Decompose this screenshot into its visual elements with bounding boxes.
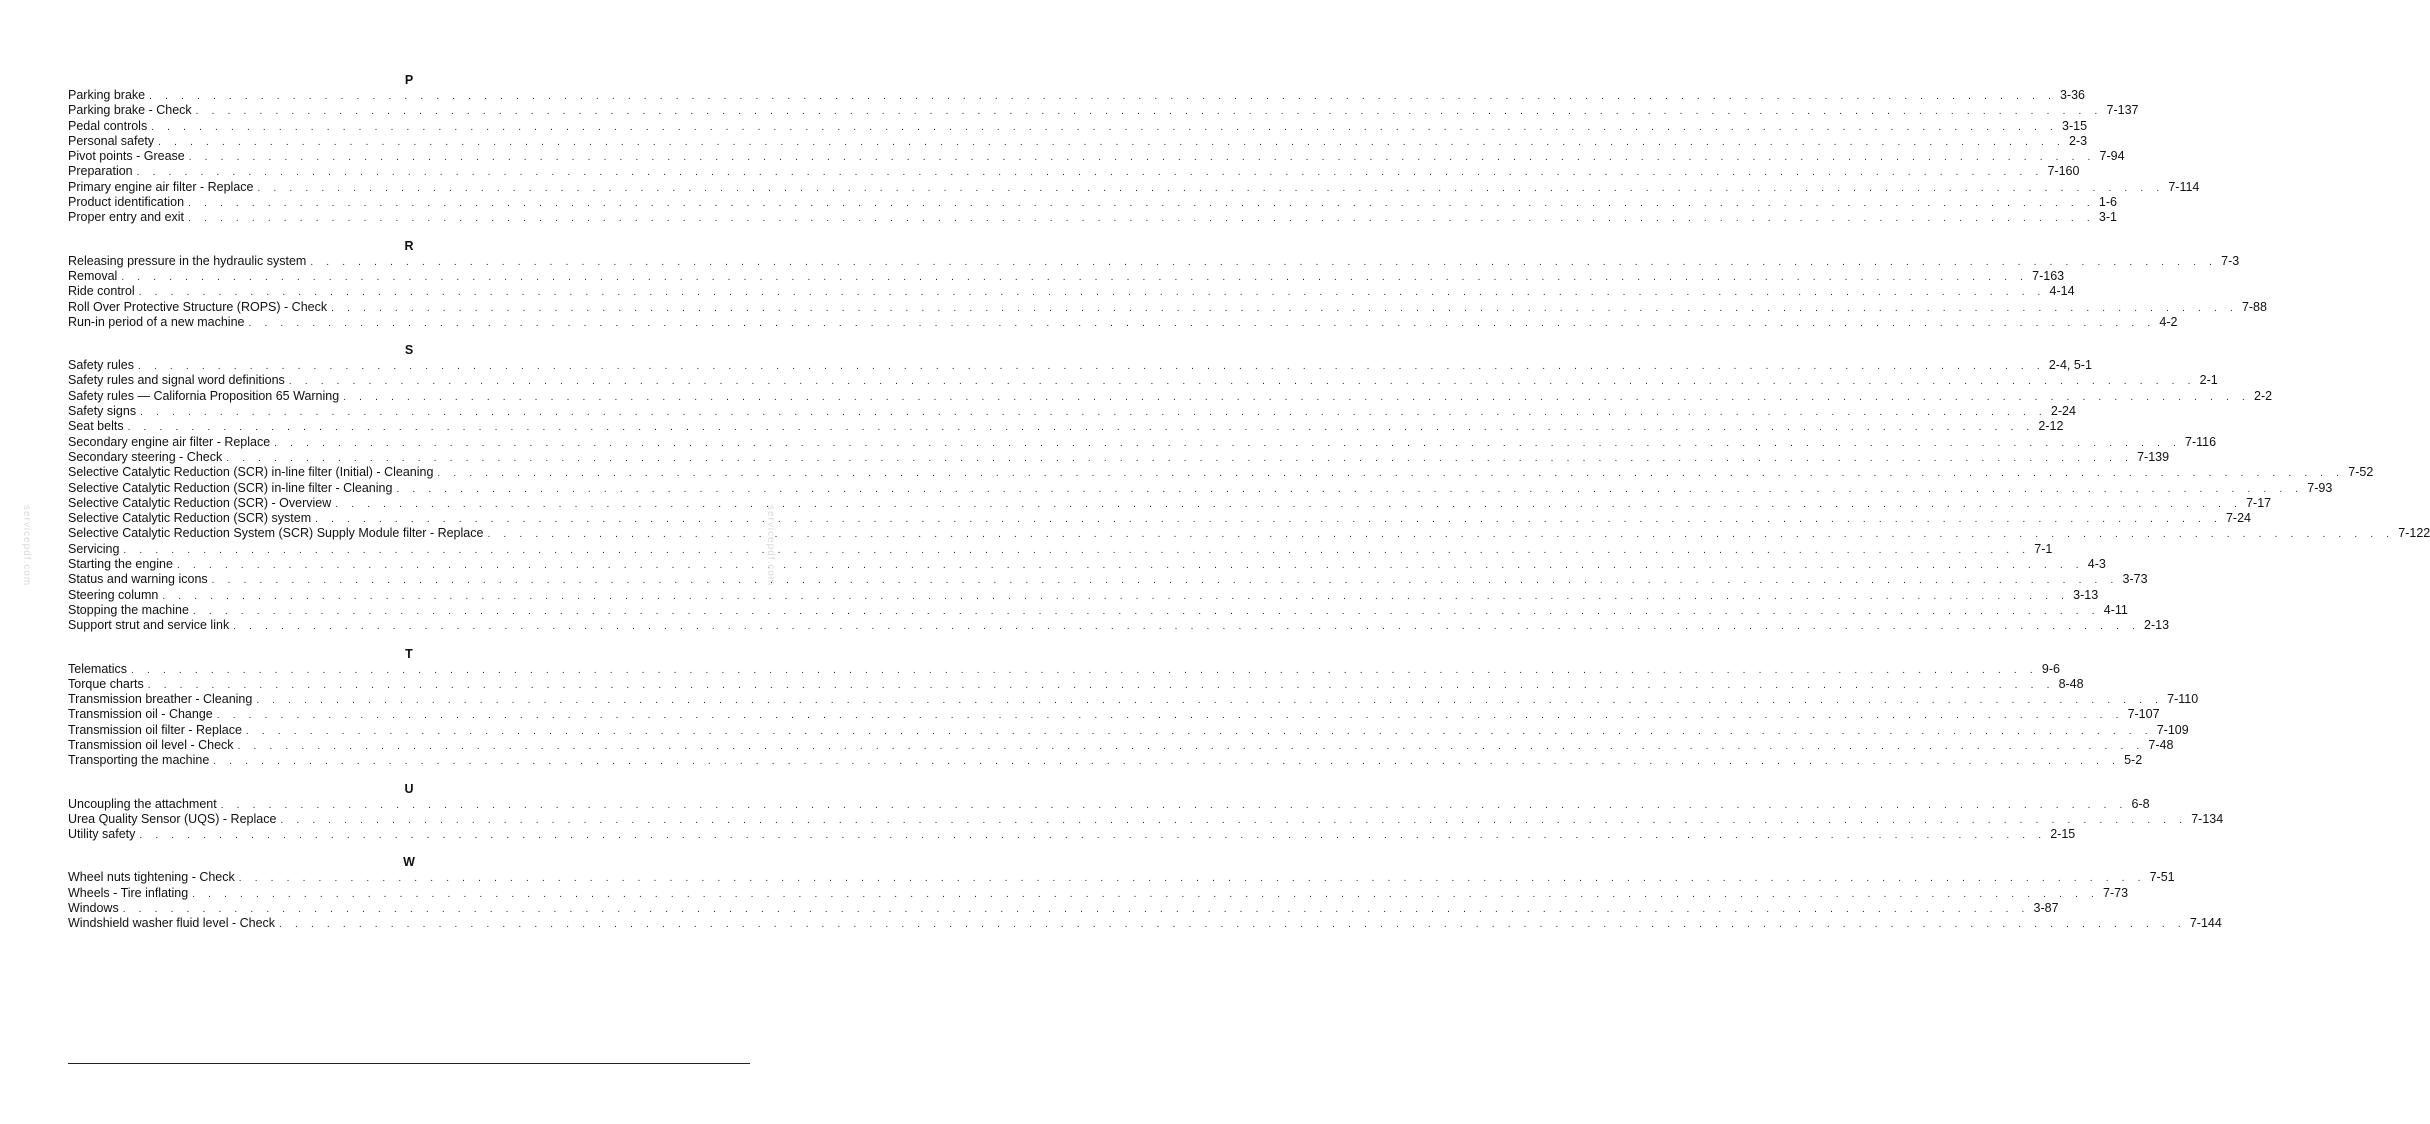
entry-page-number: 7-160 — [2047, 164, 2080, 179]
index-entry — [68, 88, 2085, 103]
index-entry — [68, 587, 2099, 603]
entry-page-number: 4-14 — [2049, 284, 2075, 299]
dot-leader: . . . . . . . . . . . . . . . . . . . . . . . . . . . . . . . . . . . . . . . . . . . . . . . . . . . . . . . . . . . . . . . . . . . . . . . . . . . . . . . . . . . . . . . . . . . . . . . . . . . . . . . . . . . . . . . . . . . . . . . . — [147, 679, 2055, 691]
entry-page-number: 7-3 — [2221, 253, 2240, 268]
entry-page-number: 3-13 — [2073, 587, 2099, 602]
section-letter: U — [404, 781, 414, 796]
entry-page-number: 7-73 — [2103, 885, 2129, 900]
index-entry — [68, 465, 2374, 480]
index-entry — [68, 722, 2189, 738]
index-entry — [68, 253, 2240, 269]
index-entry — [68, 358, 2092, 373]
entry-label: Safety rules — California Proposition 65 Warning — [68, 388, 340, 403]
dot-leader: . . . . . . . . . . . . . . . . . . . . . . . . . . . . . . . . . . . . . . . . . . . . . . . . . . . . . . . . . . . . . . . . . . . . . . . . . . . . . . . . . . . . . . . . . . . . . . . . . . . . . . . . . . . . . . . . . . . . . . . . — [248, 317, 2156, 329]
dot-leader: . . . . . . . . . . . . . . . . . . . . . . . . . . . . . . . . . . . . . . . . . . . . . . . . . . . . . . . . . . . . . . . . . . . . . . . . . . . . . . . . . . . . . . . . . . . . . . . . . . . . . . . . . . . . . . . . . . . . . . . . — [149, 91, 2056, 102]
dot-leader: . . . . . . . . . . . . . . . . . . . . . . . . . . . . . . . . . . . . . . . . . . . . . . . . . . . . . . . . . . . . . . . . . . . . . . . . . . . . . . . . . . . . . . . . . . . . . . . . . . . . . . . . . . . . . . . . . . . . . . . . — [188, 198, 2095, 210]
index-entry — [68, 268, 2065, 284]
index-entry — [68, 602, 2128, 618]
entry-page-number: 1-6 — [2098, 195, 2117, 210]
entry-page-number: 7-1 — [2034, 541, 2053, 556]
entry-label: Telematics — [68, 661, 128, 676]
entry-label: Secondary engine air filter - Replace — [68, 434, 271, 449]
index-entry — [68, 495, 2272, 511]
entry-page-number: 2-4, 5-1 — [2048, 358, 2092, 373]
entry-label: Transmission breather - Cleaning — [68, 692, 253, 707]
entry-label: Uncoupling the attachment — [68, 796, 217, 811]
dot-leader: . . . . . . . . . . . . . . . . . . . . . . . . . . . . . . . . . . . . . . . . . . . . . . . . . . . . . . . . . . . . . . . . . . . . . . . . . . . . . . . . . . . . . . . . . . . . . . . . . . . . . . . . . . . . . . . . . . . . . . . . — [233, 621, 2141, 633]
index-entry — [68, 676, 2084, 692]
entry-label: Proper entry and exit — [68, 210, 185, 225]
index-entry — [68, 916, 2222, 931]
index-entry — [68, 284, 2075, 299]
section-letter: W — [403, 855, 415, 870]
entry-page-number: 9-6 — [2041, 661, 2060, 676]
entry-label: Status and warning icons — [68, 572, 208, 587]
dot-leader: . . . . . . . . . . . . . . . . . . . . . . . . . . . . . . . . . . . . . . . . . . . . . . . . . . . . . . . . . . . . . . . . . . . . . . . . . . . . . . . . . . . . . . . . . . . . . . . . . . . . . . . . . . . . . . . . . . . . . . . . — [127, 422, 2035, 434]
entry-label: Releasing pressure in the hydraulic system — [68, 253, 307, 268]
entry-page-number: 3-73 — [2122, 572, 2148, 587]
index-entry — [68, 299, 2267, 315]
entry-page-number: 7-94 — [2099, 149, 2125, 164]
section-letter: T — [405, 646, 413, 661]
dot-leader: . . . . . . . . . . . . . . . . . . . . . . . . . . . . . . . . . . . . . . . . . . . . . . . . . . . . . . . . . . . . . . . . . . . . . . . . . . . . . . . . . . . . . . . . . . . . . . . . . . . . . . . . . . . . . . . . . . . . . . . . — [257, 182, 2165, 194]
entry-page-number: 2-12 — [2038, 419, 2064, 434]
entry-page-number: 6-8 — [2131, 796, 2150, 811]
entry-label: Windshield washer fluid level - Check — [68, 916, 276, 931]
index-entry — [68, 796, 2150, 812]
index-entry — [68, 195, 2117, 210]
dot-leader: . . . . . . . . . . . . . . . . . . . . . . . . . . . . . . . . . . . . . . . . . . . . . . . . . . . . . . . . . . . . . . . . . . . . . . . . . . . . . . . . . . . . . . . . . . . . . . . . . . . . . . . . . . . . . . . . . . . . . . . . — [216, 710, 2124, 722]
entry-label: Servicing — [68, 541, 120, 556]
index-entry — [68, 388, 2273, 404]
index-entry — [68, 511, 2251, 526]
entry-label: Run-in period of a new machine — [68, 314, 245, 329]
index-entry — [68, 133, 2088, 149]
entry-label: Support strut and service link — [68, 618, 230, 633]
entry-label: Safety rules — [68, 358, 135, 373]
entry-label: Transmission oil filter - Replace — [68, 722, 242, 737]
entry-label: Primary engine air filter - Replace — [68, 179, 254, 194]
dot-leader: . . . . . . . . . . . . . . . . . . . . . . . . . . . . . . . . . . . . . . . . . . . . . . . . . . . . . . . . . . . . . . . . . . . . . . . . . . . . . . . . . . . . . . . . . . . . . . . . . . . . . . . . . . . . . . . . . . . . . . . . — [151, 121, 2059, 133]
index-section-w — [68, 854, 2222, 931]
index-entry — [68, 707, 2160, 722]
index-entry — [68, 314, 2178, 330]
dot-leader: . . . . . . . . . . . . . . . . . . . . . . . . . . . . . . . . . . . . . . . . . . . . . . . . . . . . . . . . . . . . . . . . . . . . . . . . . . . . . . . . . . . . . . . . . . . . . . . . . . . . . . . . . . . . . . . . . . . . . . . . — [122, 904, 2030, 916]
index-entry — [68, 103, 2139, 118]
entry-page-number: 7-139 — [2137, 449, 2170, 464]
entry-label: Selective Catalytic Reduction (SCR) - Overview — [68, 495, 332, 510]
dot-leader: . . . . . . . . . . . . . . . . . . . . . . . . . . . . . . . . . . . . . . . . . . . . . . . . . . . . . . . . . . . . . . . . . . . . . . . . . . . . . . . . . . . . . . . . . . . . . . . . . . . . . . . . . . . . . . . . . . . . . . . . — [396, 483, 2304, 495]
entry-page-number: 7-93 — [2307, 480, 2333, 495]
dot-leader: . . . . . . . . . . . . . . . . . . . . . . . . . . . . . . . . . . . . . . . . . . . . . . . . . . . . . . . . . . . . . . . . . . . . . . . . . . . . . . . . . . . . . . . . . . . . . . . . . . . . . . . . . . . . . . . . . . . . . . . . — [158, 136, 2065, 148]
entry-label: Torque charts — [68, 676, 144, 691]
dot-leader: . . . . . . . . . . . . . . . . . . . . . . . . . . . . . . . . . . . . . . . . . . . . . . . . . . . . . . . . . . . . . . . . . . . . . . . . . . . . . . . . . . . . . . . . . . . . . . . . . . . . . . . . . . . . . . . . . . . . . . . . — [226, 452, 2134, 464]
entry-page-number: 7-134 — [2191, 811, 2224, 826]
entry-label: Parking brake - Check — [68, 103, 192, 118]
index-entry — [68, 434, 2217, 450]
section-letter: S — [404, 343, 414, 358]
index-section-t — [68, 646, 2199, 769]
entry-page-number: 2-2 — [2254, 388, 2273, 403]
entry-page-number: 7-110 — [2167, 692, 2199, 707]
entry-page-number: 2-15 — [2050, 827, 2076, 842]
index-entry — [68, 692, 2199, 707]
entry-page-number: 7-109 — [2156, 722, 2189, 737]
entry-label: Removal — [68, 268, 118, 283]
dot-leader: . . . . . . . . . . . . . . . . . . . . . . . . . . . . . . . . . . . . . . . . . . . . . . . . . . . . . . . . . . . . . . . . . . . . . . . . . . . . . . . . . . . . . . . . . . . . . . . . . . . . . . . . . . . . . . . . . . . . . . . . — [315, 514, 2222, 526]
index-entry — [68, 210, 2117, 225]
entry-label: Transporting the machine — [68, 753, 210, 768]
entry-page-number: 3-36 — [2059, 88, 2085, 102]
dot-leader: . . . . . . . . . . . . . . . . . . . . . . . . . . . . . . . . . . . . . . . . . . . . . . . . . . . . . . . . . . . . . . . . . . . . . . . . . . . . . . . . . . . . . . . . . . . . . . . . . . . . . . . . . . . . . . . . . . . . . . . . — [131, 664, 2038, 676]
dot-leader: . . . . . . . . . . . . . . . . . . . . . . . . . . . . . . . . . . . . . . . . . . . . . . . . . . . . . . . . . . . . . . . . . . . . . . . . . . . . . . . . . . . . . . . . . . . . . . . . . . . . . . . . . . . . . . . . . . . . . . . . — [238, 873, 2146, 885]
index-entry — [68, 449, 2170, 465]
dot-leader: . . . . . . . . . . . . . . . . . . . . . . . . . . . . . . . . . . . . . . . . . . . . . . . . . . . . . . . . . . . . . . . . . . . . . . . . . . . . . . . . . . . . . . . . . . . . . . . . . . . . . . . . . . . . . . . . . . . . . . . . — [279, 919, 2186, 931]
dot-leader: . . . . . . . . . . . . . . . . . . . . . . . . . . . . . . . . . . . . . . . . . . . . . . . . . . . . . . . . . . . . . . . . . . . . . . . . . . . . . . . . . . . . . . . . . . . . . . . . . . . . . . . . . . . . . . . . . . . . . . . . — [121, 271, 2029, 283]
index-entry — [68, 526, 2430, 541]
entry-label: Seat belts — [68, 419, 124, 434]
index-section-p — [68, 72, 2200, 226]
entry-page-number: 7-88 — [2241, 299, 2267, 314]
entry-label: Safety signs — [68, 404, 137, 419]
entry-page-number: 4-11 — [2103, 602, 2128, 617]
index-entry — [68, 557, 2106, 572]
dot-leader: . . . . . . . . . . . . . . . . . . . . . . . . . . . . . . . . . . . . . . . . . . . . . . . . . . . . . . . . . . . . . . . . . . . . . . . . . . . . . . . . . . . . . . . . . . . . . . . . . . . . . . . . . . . . . . . . . . . . . . . . — [310, 256, 2218, 268]
index-entry — [68, 572, 2148, 587]
entry-label: Windows — [68, 901, 119, 916]
entry-page-number: 2-1 — [2199, 373, 2218, 388]
index-entry — [68, 149, 2125, 164]
entry-page-number: 3-87 — [2033, 901, 2059, 916]
index-entry — [68, 737, 2174, 753]
entry-label: Wheels - Tire inflating — [68, 885, 189, 900]
entry-label: Personal safety — [68, 133, 155, 148]
dot-leader: . . . . . . . . . . . . . . . . . . . . . . . . . . . . . . . . . . . . . . . . . . . . . . . . . . . . . . . . . . . . . . . . . . . . . . . . . . . . . . . . . . . . . . . . . . . . . . . . . . . . . . . . . . . . . . . . . . . . . . . . — [213, 756, 2121, 768]
section-letter: P — [404, 73, 414, 87]
entry-page-number: 7-137 — [2106, 103, 2139, 118]
entry-label: Selective Catalytic Reduction (SCR) in-line filter - Cleaning — [68, 480, 393, 495]
section-letter: R — [404, 238, 414, 253]
index-entry — [68, 827, 2076, 842]
dot-leader: . . . . . . . . . . . . . . . . . . . . . . . . . . . . . . . . . . . . . . . . . . . . . . . . . . . . . . . . . . . . . . . . . . . . . . . . . . . . . . . . . . . . . . . . . . . . . . . . . . . . . . . . . . . . . . . . . . . . . . . . — [237, 740, 2145, 752]
index-entry — [68, 811, 2224, 827]
entry-page-number: 3-15 — [2062, 118, 2088, 133]
entry-label: Transmission oil - Change — [68, 707, 213, 722]
entry-label: Selective Catalytic Reduction System (SCR) Supply Module filter - Replace — [68, 526, 484, 541]
entry-label: Ride control — [68, 284, 135, 299]
dot-leader: . . . . . . . . . . . . . . . . . . . . . . . . . . . . . . . . . . . . . . . . . . . . . . . . . . . . . . . . . . . . . . . . . . . . . . . . . . . . . . . . . . . . . . . . . . . . . . . . . . . . . . . . . . . . . . . . . . . . . . . . — [220, 799, 2128, 811]
entry-page-number: 7-122 — [2398, 526, 2430, 541]
watermark-left: servicepdf.com — [21, 505, 32, 587]
dot-leader: . . . . . . . . . . . . . . . . . . . . . . . . . . . . . . . . . . . . . . . . . . . . . . . . . . . . . . . . . . . . . . . . . . . . . . . . . . . . . . . . . . . . . . . . . . . . . . . . . . . . . . . . . . . . . . . . . . . . . . . . — [192, 605, 2100, 617]
dot-leader: . . . . . . . . . . . . . . . . . . . . . . . . . . . . . . . . . . . . . . . . . . . . . . . . . . . . . . . . . . . . . . . . . . . . . . . . . . . . . . . . . . . . . . . . . . . . . . . . . . . . . . . . . . . . . . . . . . . . . . . . — [288, 376, 2196, 388]
entry-label: Preparation — [68, 164, 133, 179]
entry-page-number: 4-3 — [2087, 557, 2106, 572]
index-entry — [68, 118, 2088, 134]
dot-leader: . . . . . . . . . . . . . . . . . . . . . . . . . . . . . . . . . . . . . . . . . . . . . . . . . . . . . . . . . . . . . . . . . . . . . . . . . . . . . . . . . . . . . . . . . . . . . . . . . . . . . . . . . . . . . . . . . . . . . . . . — [487, 529, 2395, 541]
index-entry — [68, 885, 2129, 901]
dot-leader: . . . . . . . . . . . . . . . . . . . . . . . . . . . . . . . . . . . . . . . . . . . . . . . . . . . . . . . . . . . . . . . . . . . . . . . . . . . . . . . . . . . . . . . . . . . . . . . . . . . . . . . . . . . . . . . . . . . . . . . . — [192, 888, 2100, 900]
dot-leader: . . . . . . . . . . . . . . . . . . . . . . . . . . . . . . . . . . . . . . . . . . . . . . . . . . . . . . . . . . . . . . . . . . . . . . . . . . . . . . . . . . . . . . . . . . . . . . . . . . . . . . . . . . . . . . . . . . . . . . . . — [211, 575, 2119, 587]
dot-leader: . . . . . . . . . . . . . . . . . . . . . . . . . . . . . . . . . . . . . . . . . . . . . . . . . . . . . . . . . . . . . . . . . . . . . . . . . . . . . . . . . . . . . . . . . . . . . . . . . . . . . . . . . . . . . . . . . . . . . . . . — [343, 391, 2251, 403]
dot-leader: . . . . . . . . . . . . . . . . . . . . . . . . . . . . . . . . . . . . . . . . . . . . . . . . . . . . . . . . . . . . . . . . . . . . . . . . . . . . . . . . . . . . . . . . . . . . . . . . . . . . . . . . . . . . . . . . . . . . . . . . — [139, 830, 2047, 842]
entry-page-number: 7-52 — [2348, 465, 2374, 480]
entry-page-number: 7-107 — [2127, 707, 2160, 722]
index-entry — [68, 661, 2060, 677]
entry-page-number: 7-17 — [2246, 495, 2272, 510]
entry-page-number: 7-114 — [2168, 179, 2200, 194]
entry-label: Pedal controls — [68, 118, 148, 133]
entry-label: Starting the engine — [68, 557, 173, 572]
dot-leader: . . . . . . . . . . . . . . . . . . . . . . . . . . . . . . . . . . . . . . . . . . . . . . . . . . . . . . . . . . . . . . . . . . . . . . . . . . . . . . . . . . . . . . . . . . . . . . . . . . . . . . . . . . . . . . . . . . . . . . . . — [245, 725, 2153, 737]
index-entry — [68, 419, 2064, 434]
entry-label: Wheel nuts tightening - Check — [68, 870, 235, 885]
dot-leader: . . . . . . . . . . . . . . . . . . . . . . . . . . . . . . . . . . . . . . . . . . . . . . . . . . . . . . . . . . . . . . . . . . . . . . . . . . . . . . . . . . . . . . . . . . . . . . . . . . . . . . . . . . . . . . . . . . . . . . . . — [138, 361, 2045, 373]
dot-leader: . . . . . . . . . . . . . . . . . . . . . . . . . . . . . . . . . . . . . . . . . . . . . . . . . . . . . . . . . . . . . . . . . . . . . . . . . . . . . . . . . . . . . . . . . . . . . . . . . . . . . . . . . . . . . . . . . . . . . . . . — [188, 152, 2096, 164]
entry-label: Urea Quality Sensor (UQS) - Replace — [68, 811, 277, 826]
entry-page-number: 4-2 — [2159, 314, 2178, 329]
dot-leader: . . . . . . . . . . . . . . . . . . . . . . . . . . . . . . . . . . . . . . . . . . . . . . . . . . . . . . . . . . . . . . . . . . . . . . . . . . . . . . . . . . . . . . . . . . . . . . . . . . . . . . . . . . . . . . . . . . . . . . . . — [188, 213, 2095, 225]
entry-label: Product identification — [68, 195, 185, 210]
entry-page-number: 2-13 — [2144, 618, 2170, 633]
entry-label: Secondary steering - Check — [68, 449, 223, 464]
index-entry — [68, 404, 2076, 419]
index-entry — [68, 901, 2059, 916]
entry-label: Utility safety — [68, 827, 136, 842]
dot-leader: . . . . . . . . . . . . . . . . . . . . . . . . . . . . . . . . . . . . . . . . . . . . . . . . . . . . . . . . . . . . . . . . . . . . . . . . . . . . . . . . . . . . . . . . . . . . . . . . . . . . . . . . . . . . . . . . . . . . . . . . — [280, 814, 2188, 826]
entry-page-number: 8-48 — [2058, 676, 2084, 691]
entry-label: Stopping the machine — [68, 602, 189, 617]
entry-page-number: 7-163 — [2032, 268, 2065, 283]
entry-page-number: 2-3 — [2069, 133, 2088, 148]
entry-label: Selective Catalytic Reduction (SCR) in-line filter (Initial) - Cleaning — [68, 465, 434, 480]
dot-leader: . . . . . . . . . . . . . . . . . . . . . . . . . . . . . . . . . . . . . . . . . . . . . . . . . . . . . . . . . . . . . . . . . . . . . . . . . . . . . . . . . . . . . . . . . . . . . . . . . . . . . . . . . . . . . . . . . . . . . . . . — [123, 544, 2031, 556]
entry-label: Transmission oil level - Check — [68, 737, 234, 752]
dot-leader: . . . . . . . . . . . . . . . . . . . . . . . . . . . . . . . . . . . . . . . . . . . . . . . . . . . . . . . . . . . . . . . . . . . . . . . . . . . . . . . . . . . . . . . . . . . . . . . . . . . . . . . . . . . . . . . . . . . . . . . . — [140, 407, 2047, 419]
index-entry — [68, 541, 2053, 557]
dot-leader: . . . . . . . . . . . . . . . . . . . . . . . . . . . . . . . . . . . . . . . . . . . . . . . . . . . . . . . . . . . . . . . . . . . . . . . . . . . . . . . . . . . . . . . . . . . . . . . . . . . . . . . . . . . . . . . . . . . . . . . . — [162, 590, 2070, 602]
entry-page-number: 7-51 — [2149, 870, 2175, 885]
entry-label: Safety rules and signal word definitions — [68, 373, 285, 388]
index-section-r — [68, 238, 2267, 330]
dot-leader: . . . . . . . . . . . . . . . . . . . . . . . . . . . . . . . . . . . . . . . . . . . . . . . . . . . . . . . . . . . . . . . . . . . . . . . . . . . . . . . . . . . . . . . . . . . . . . . . . . . . . . . . . . . . . . . . . . . . . . . . — [335, 498, 2243, 510]
footer-rule — [68, 1063, 750, 1064]
entry-page-number: 7-24 — [2225, 511, 2251, 526]
index-entry — [68, 164, 2080, 179]
entry-page-number: 2-24 — [2050, 404, 2076, 419]
dot-leader: . . . . . . . . . . . . . . . . . . . . . . . . . . . . . . . . . . . . . . . . . . . . . . . . . . . . . . . . . . . . . . . . . . . . . . . . . . . . . . . . . . . . . . . . . . . . . . . . . . . . . . . . . . . . . . . . . . . . . . . . — [256, 695, 2164, 707]
index-section-u — [68, 781, 2224, 843]
index-entry — [68, 480, 2333, 496]
dot-leader: . . . . . . . . . . . . . . . . . . . . . . . . . . . . . . . . . . . . . . . . . . . . . . . . . . . . . . . . . . . . . . . . . . . . . . . . . . . . . . . . . . . . . . . . . . . . . . . . . . . . . . . . . . . . . . . . . . . . . . . . — [138, 287, 2046, 299]
entry-label: Parking brake — [68, 88, 146, 102]
entry-label: Pivot points - Grease — [68, 149, 185, 164]
dot-leader: . . . . . . . . . . . . . . . . . . . . . . . . . . . . . . . . . . . . . . . . . . . . . . . . . . . . . . . . . . . . . . . . . . . . . . . . . . . . . . . . . . . . . . . . . . . . . . . . . . . . . . . . . . . . . . . . . . . . . . . . — [331, 302, 2238, 314]
entry-page-number: 3-1 — [2098, 210, 2117, 225]
index-entry — [68, 870, 2175, 885]
entry-page-number: 7-144 — [2189, 916, 2222, 931]
index-entry — [68, 373, 2218, 388]
dot-leader: . . . . . . . . . . . . . . . . . . . . . . . . . . . . . . . . . . . . . . . . . . . . . . . . . . . . . . . . . . . . . . . . . . . . . . . . . . . . . . . . . . . . . . . . . . . . . . . . . . . . . . . . . . . . . . . . . . . . . . . . — [176, 560, 2084, 572]
entry-page-number: 7-116 — [2185, 434, 2217, 449]
entry-label: Roll Over Protective Structure (ROPS) - Check — [68, 299, 328, 314]
dot-leader: . . . . . . . . . . . . . . . . . . . . . . . . . . . . . . . . . . . . . . . . . . . . . . . . . . . . . . . . . . . . . . . . . . . . . . . . . . . . . . . . . . . . . . . . . . . . . . . . . . . . . . . . . . . . . . . . . . . . . . . . — [136, 167, 2044, 179]
watermark-right: servicepdf.com — [765, 505, 776, 587]
index-entry — [68, 179, 2200, 195]
dot-leader: . . . . . . . . . . . . . . . . . . . . . . . . . . . . . . . . . . . . . . . . . . . . . . . . . . . . . . . . . . . . . . . . . . . . . . . . . . . . . . . . . . . . . . . . . . . . . . . . . . . . . . . . . . . . . . . . . . . . . . . . — [195, 106, 2103, 118]
index-entry — [68, 618, 2170, 633]
entry-label: Steering column — [68, 587, 159, 602]
dot-leader: . . . . . . . . . . . . . . . . . . . . . . . . . . . . . . . . . . . . . . . . . . . . . . . . . . . . . . . . . . . . . . . . . . . . . . . . . . . . . . . . . . . . . . . . . . . . . . . . . . . . . . . . . . . . . . . . . . . . . . . . — [274, 437, 2182, 449]
entry-page-number: 7-48 — [2148, 737, 2174, 752]
dot-leader: . . . . . . . . . . . . . . . . . . . . . . . . . . . . . . . . . . . . . . . . . . . . . . . . . . . . . . . . . . . . . . . . . . . . . . . . . . . . . . . . . . . . . . . . . . . . . . . . . . . . . . . . . . . . . . . . . . . . . . . . — [437, 468, 2345, 480]
entry-label: Selective Catalytic Reduction (SCR) system — [68, 511, 312, 526]
index-entry — [68, 753, 2143, 768]
entry-page-number: 5-2 — [2124, 753, 2143, 768]
